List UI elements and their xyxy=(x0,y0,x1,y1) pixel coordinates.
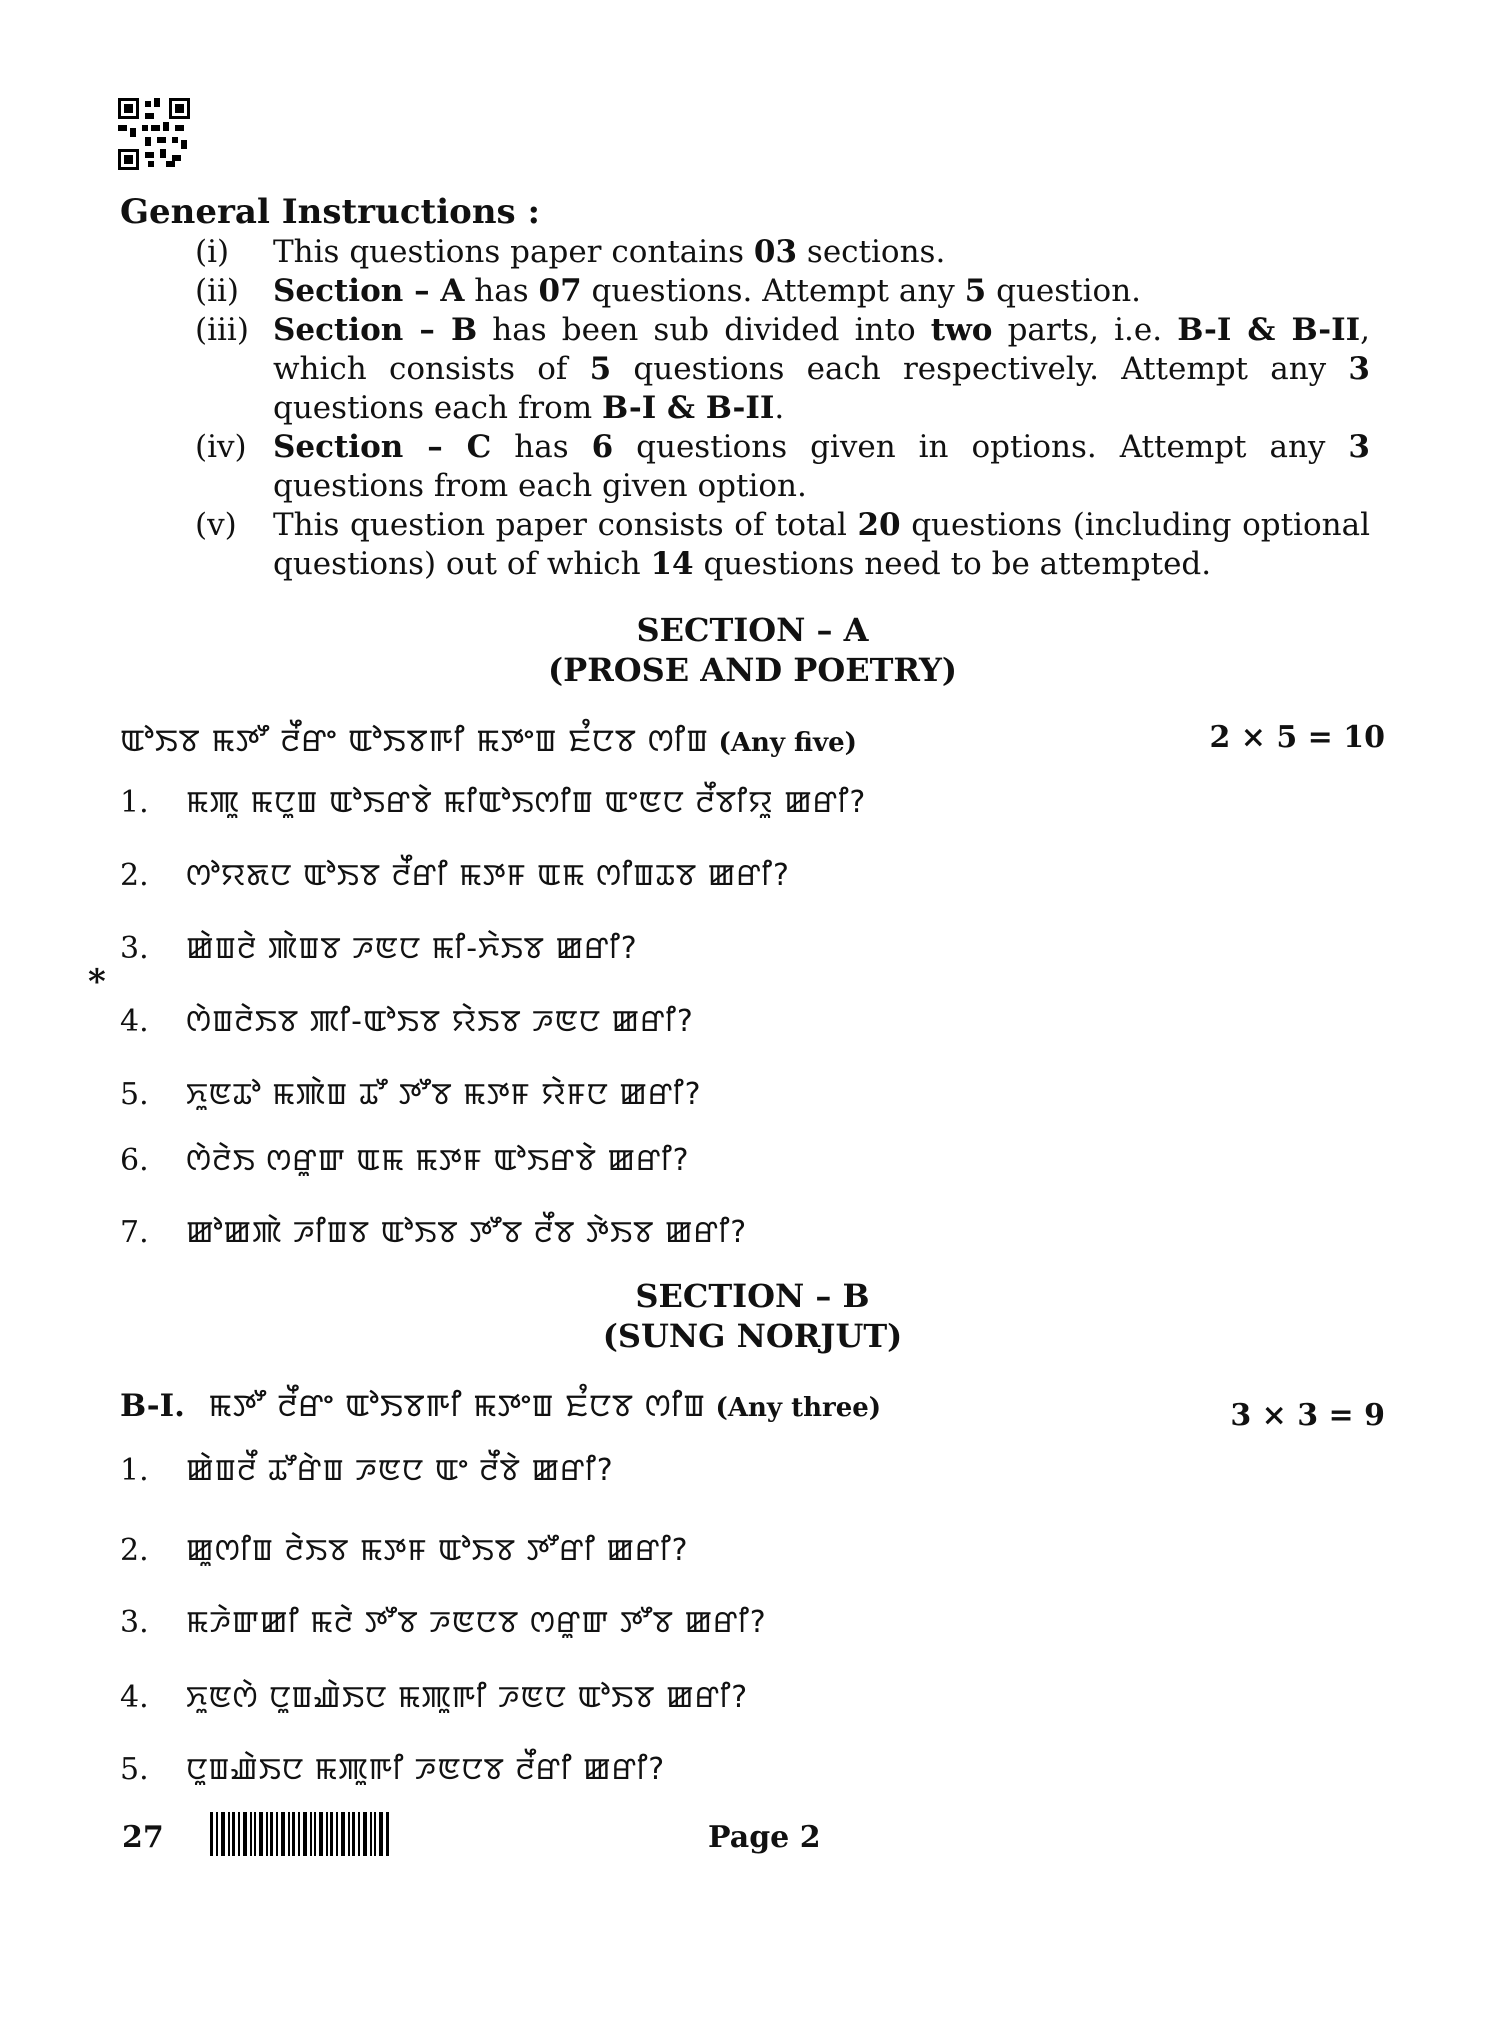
question-text: ꯈꯨꯟꯁꯥ ꯅꯨꯡꯉꯥꯏꯅ ꯃꯄꯨꯒꯤ ꯍꯟꯅ ꯑꯣꯏꯕ ꯀꯔꯤ? xyxy=(186,1680,749,1715)
question-number: 5. xyxy=(120,1752,149,1787)
question-item xyxy=(120,780,866,822)
question-number: 1. xyxy=(120,1453,149,1488)
instruction-item xyxy=(195,506,1370,584)
question-number: 2. xyxy=(120,858,149,893)
instruction-text: Section – B has been sub divided into two parts, i.e. B-I & B-II, which consists of 5 questions each respectively. Attempt any 3 questions each from B-I & B-II. xyxy=(273,312,1370,426)
instruction-item xyxy=(195,272,1370,311)
question-text: ꯁꯥꯡꯂꯥꯏꯕ ꯄꯤ-ꯑꯣꯏꯕ ꯌꯥꯏꯕ ꯍꯟꯅ ꯀꯔꯤ? xyxy=(186,1004,694,1039)
section-b-lead-text: ꯃꯇꯧ ꯂꯩꯔꯦ ꯑꯣꯏꯕꯒꯤ ꯃꯇꯦꯡ ꯐꯪꯅꯕ ꯁꯤꯡ xyxy=(208,1388,706,1424)
question-item xyxy=(120,1600,767,1642)
instruction-item xyxy=(195,311,1370,428)
instruction-item xyxy=(195,428,1370,506)
instruction-number: (iii) xyxy=(195,312,249,348)
question-number: 2. xyxy=(120,1533,149,1568)
page-number: Page 2 xyxy=(708,1820,821,1855)
paper-code: 27 xyxy=(122,1820,164,1855)
question-item xyxy=(120,853,790,895)
instruction-number: (i) xyxy=(195,234,230,270)
section-a-lead-text: ꯑꯣꯏꯕ ꯃꯇꯧ ꯂꯩꯔꯦ ꯑꯣꯏꯕꯒꯤ ꯃꯇꯦꯡ ꯐꯪꯅꯕ ꯁꯤꯡ xyxy=(120,723,709,759)
section-b-title: SECTION – B xyxy=(635,1277,870,1315)
instruction-text: This question paper consists of total 20 questions (including optional questions) out of which 14 questions need to be attempted. xyxy=(273,507,1370,582)
question-item xyxy=(120,926,638,968)
question-item xyxy=(120,1675,748,1717)
section-b-part-label: B-I. xyxy=(120,1388,185,1424)
instruction-item xyxy=(195,233,1370,272)
question-item xyxy=(120,1747,665,1789)
question-text: ꯃꯍꯥꯛꯀꯤ ꯃꯂꯥ ꯇꯧꯕ ꯍꯟꯅꯕ ꯁꯔꯨꯛ ꯇꯧꯕ ꯀꯔꯤ? xyxy=(186,1605,767,1640)
question-item xyxy=(120,1210,747,1252)
question-item xyxy=(120,1528,689,1570)
instruction-number: (v) xyxy=(195,507,237,543)
barcode-icon xyxy=(210,1812,390,1856)
question-item xyxy=(120,1072,702,1114)
question-item xyxy=(120,1138,690,1180)
section-b-marks: 3 × 3 = 9 xyxy=(1230,1398,1385,1433)
section-a-title: SECTION – A xyxy=(636,611,869,649)
question-text: ꯀꯣꯀꯄꯥ ꯍꯤꯡꯕ ꯑꯣꯏꯕ ꯇꯧꯕ ꯂꯩꯕ ꯇꯥꯏꯕ ꯀꯔꯤ? xyxy=(186,1215,748,1250)
question-number: 3. xyxy=(120,931,149,966)
question-text: ꯀꯨꯁꯤꯡ ꯂꯥꯏꯕ ꯃꯇꯝ ꯑꯣꯏꯕ ꯇꯧꯔꯤ ꯀꯔꯤ? xyxy=(186,1533,689,1568)
question-text: ꯀꯥꯡꯂꯥ ꯄꯥꯡꯕ ꯍꯟꯅ ꯃꯤ-ꯈꯥꯏꯕ ꯀꯔꯤ? xyxy=(186,931,638,966)
question-text: ꯃꯄꯨ ꯃꯅꯨꯡ ꯑꯣꯏꯔꯕꯥ ꯃꯤꯑꯣꯏꯁꯤꯡ ꯑꯦꯟꯅ ꯂꯩꯕꯤꯌꯨ ꯀꯔꯤ? xyxy=(186,785,867,820)
question-item xyxy=(120,1448,614,1490)
question-number: 5. xyxy=(120,1077,149,1112)
question-number: 4. xyxy=(120,1004,149,1039)
section-b-subtitle: (SUNG NORJUT) xyxy=(602,1317,903,1355)
section-b-lead-option: (Any three) xyxy=(715,1393,882,1423)
section-a-lead-option: (Any five) xyxy=(718,728,857,758)
section-a-lead xyxy=(120,718,857,761)
question-text: ꯈꯨꯟꯊꯣ ꯃꯄꯥꯡ ꯊꯧ ꯇꯧꯕ ꯃꯇꯝ ꯌꯥꯝꯅ ꯀꯔꯤ? xyxy=(186,1077,702,1112)
margin-asterisk: * xyxy=(88,962,106,1002)
question-number: 3. xyxy=(120,1605,149,1640)
question-text: ꯀꯥꯡꯂꯩ ꯊꯧꯔꯥꯡ ꯍꯟꯅ ꯑꯦ ꯂꯩꯕꯥ ꯀꯔꯤ? xyxy=(186,1453,614,1488)
question-text: ꯅꯨꯡꯉꯥꯏꯅ ꯃꯄꯨꯒꯤ ꯍꯟꯅꯕ ꯂꯩꯔꯤ ꯀꯔꯤ? xyxy=(186,1752,666,1787)
instruction-text: Section – C has 6 questions given in options. Attempt any 3 questions from each given option. xyxy=(273,429,1370,504)
question-text: ꯁꯥꯂꯥꯏ ꯁꯔꯨꯛ ꯑꯃ ꯃꯇꯝ ꯑꯣꯏꯔꯕꯥ ꯀꯔꯤ? xyxy=(186,1143,690,1178)
instruction-number: (iv) xyxy=(195,429,247,465)
question-number: 1. xyxy=(120,785,149,820)
instruction-text: This questions paper contains 03 sections. xyxy=(273,234,946,270)
question-number: 6. xyxy=(120,1143,149,1178)
question-number: 4. xyxy=(120,1680,149,1715)
section-b-lead xyxy=(120,1383,881,1426)
instruction-text: Section – A has 07 questions. Attempt any 5 question. xyxy=(273,273,1142,309)
instruction-number: (ii) xyxy=(195,273,240,309)
section-a-marks: 2 × 5 = 10 xyxy=(1209,720,1385,755)
question-text: ꯁꯣꯌꯗꯅ ꯑꯣꯏꯕ ꯂꯩꯔꯤ ꯃꯇꯝ ꯑꯃ ꯁꯤꯡꯊꯕ ꯀꯔꯤ? xyxy=(186,858,790,893)
section-a-subtitle: (PROSE AND POETRY) xyxy=(547,651,957,689)
question-number: 7. xyxy=(120,1215,149,1250)
general-instructions-title: General Instructions : xyxy=(120,192,541,232)
qr-code-icon xyxy=(118,98,190,170)
question-item xyxy=(120,999,694,1041)
